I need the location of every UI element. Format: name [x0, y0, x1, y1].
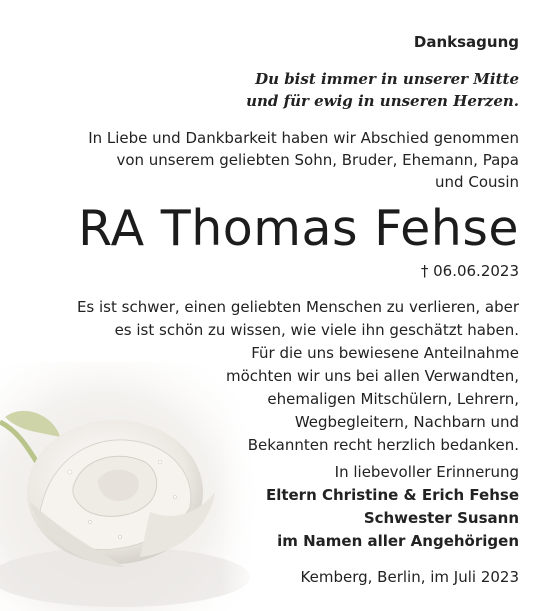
body-line: Wegbegleitern, Nachbarn und	[294, 413, 519, 431]
signature-line: In liebevoller Erinnerung	[334, 463, 519, 481]
signature-line: Schwester Susann	[363, 509, 519, 527]
body-line: es ist schön zu wissen, wie viele ihn geschätzt haben.	[114, 321, 519, 339]
body-line: ehemaligen Mitschülern, Lehrern,	[267, 390, 519, 408]
body-line: Es ist schwer, einen geliebten Menschen zu verlieren, aber	[76, 298, 519, 316]
intro-line: von unserem geliebten Sohn, Bruder, Ehemann, Papa	[116, 151, 519, 169]
motto-line: und für ewig in unseren Herzen.	[246, 92, 519, 110]
deceased-name: RA Thomas Fehse	[78, 200, 519, 257]
place-date: Kemberg, Berlin, im Juli 2023	[300, 568, 519, 586]
body-line: Für die uns bewiesene Anteilnahme	[251, 344, 519, 362]
body-line: Bekannten recht herzlich bedanken.	[247, 436, 519, 454]
signature-line: Eltern Christine & Erich Fehse	[265, 486, 519, 504]
intro-line: In Liebe und Dankbarkeit haben wir Abschied genommen	[88, 129, 519, 147]
intro-line: und Cousin	[435, 173, 519, 191]
heading: Danksagung	[413, 33, 519, 51]
death-date: † 06.06.2023	[420, 262, 519, 280]
white-rose-image	[0, 362, 260, 611]
motto-line: Du bist immer in unserer Mitte	[255, 70, 519, 88]
body-line: möchten wir uns bei allen Verwandten,	[226, 367, 519, 385]
signature-line: im Namen aller Angehörigen	[277, 532, 519, 550]
